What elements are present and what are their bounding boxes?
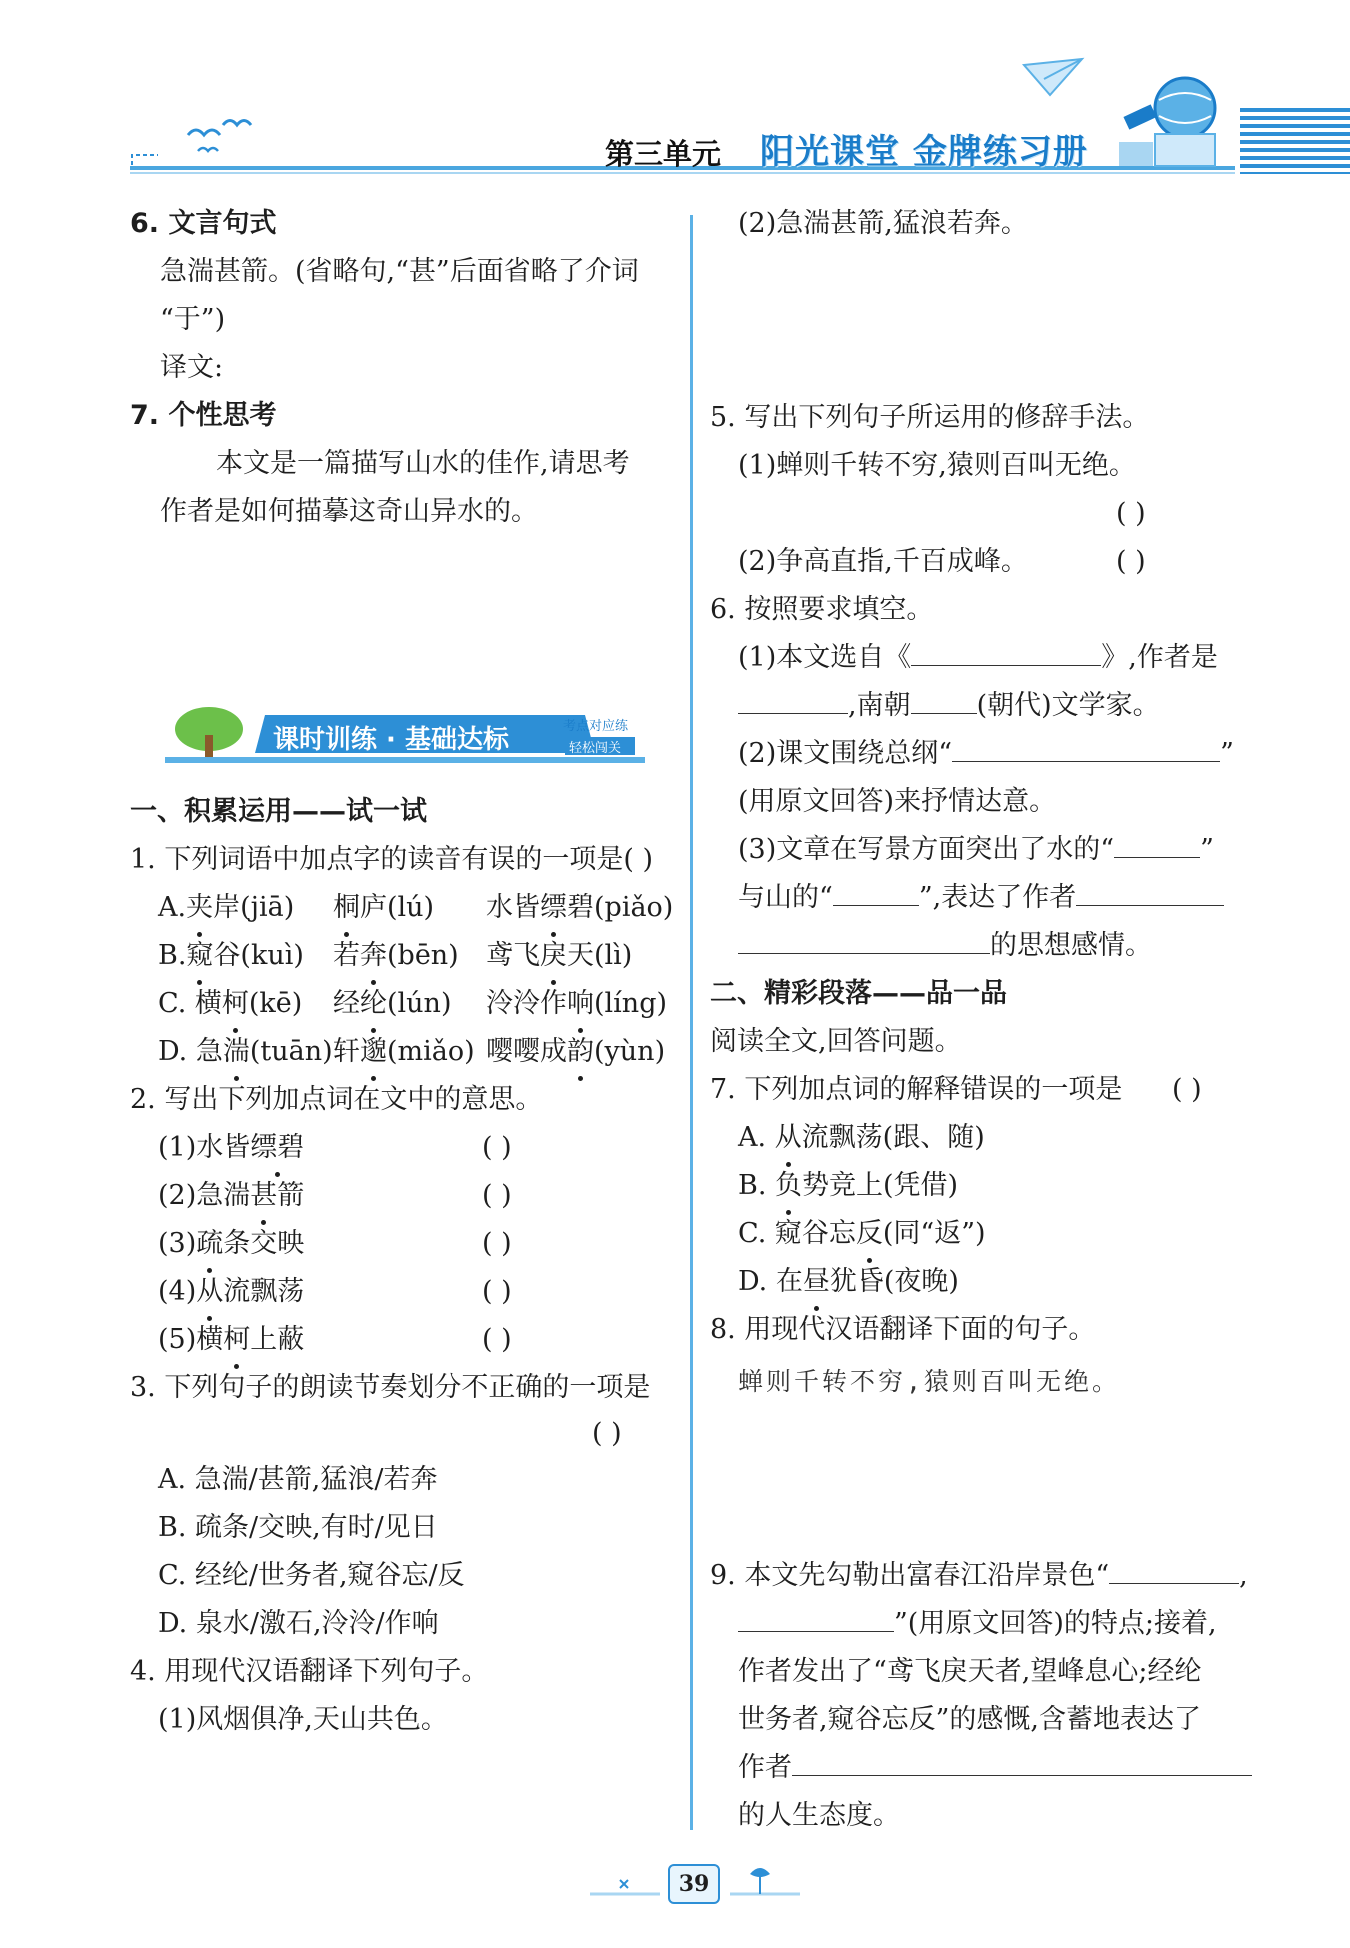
q4-sentence-1: (1)风烟俱净,天山共色。 (158, 1704, 448, 1735)
q6-part-2: (2)课文围绕总纲“ ” (738, 730, 1234, 778)
q7-option-b: B. 负势竞上(凭借) (738, 1162, 958, 1210)
q8-handwritten-answer: 蝉则千转不穷,猿则百叫无绝。 (738, 1367, 1121, 1396)
q2-item-4: (4)从流飘荡 (158, 1268, 304, 1316)
q2-answer-4[interactable]: ( ) (482, 1276, 512, 1307)
q6-part-3-end: 的思想感情。 (738, 922, 1152, 970)
q2-stem: 2. 写出下列加点词在文中的意思。 (130, 1084, 543, 1115)
q6-part-3: (3)文章在写景方面突出了水的“ ” (738, 826, 1214, 874)
q6-line2: “于”) (160, 304, 226, 335)
q2-answer-3[interactable]: ( ) (482, 1228, 512, 1259)
q3-option-b: B. 疏条/交映,有时/见日 (158, 1512, 438, 1543)
q9-line1: 9. 本文先勾勒出富春江沿岸景色“ , (710, 1552, 1248, 1600)
q2-item-2: (2)急湍甚箭 (158, 1172, 304, 1220)
q9-blank-3[interactable] (792, 1745, 1252, 1776)
reading-instruction: 阅读全文,回答问题。 (710, 1026, 962, 1057)
q2-answer-2[interactable]: ( ) (482, 1180, 512, 1211)
part2-title: 二、精彩段落——品一品 (710, 978, 1007, 1009)
q4-stem: 4. 用现代汉语翻译下列句子。 (130, 1656, 489, 1687)
q6-line1: 急湍甚箭。(省略句,“甚”后面省略了介词 (160, 256, 639, 287)
banner-tag-1: 考点对应练 (563, 719, 629, 734)
q7-line1: 本文是一篇描写山水的佳作,请思考 (216, 448, 630, 479)
q7-answer[interactable]: ( ) (1172, 1074, 1202, 1105)
unit-title: 第三单元 (605, 137, 722, 171)
q6-theme-blank[interactable] (952, 731, 1220, 762)
q3-option-a: A. 急湍/甚箭,猛浪/若奔 (158, 1464, 438, 1495)
q1-option-a: A.夹岸(jiā) 桐庐(lú) 水皆缥碧(piǎo) (158, 884, 294, 932)
q6-part-1-cont: ,南朝 (朝代)文学家。 (738, 682, 1160, 730)
q9-line3: 作者发出了“鸢飞戾天者,望峰息心;经纶 (738, 1656, 1202, 1687)
q1-option-b: B.窥谷(kuì) 若奔(bēn) 鸢飞戾天(lì) (158, 932, 304, 980)
part1-title: 一、积累运用——试一试 (130, 796, 427, 827)
q7-stem: 7. 下列加点词的解释错误的一项是 (710, 1074, 1123, 1105)
q5-sentence-2: (2)争高直指,千百成峰。 (738, 546, 1028, 577)
q8-stem: 8. 用现代汉语翻译下面的句子。 (710, 1314, 1096, 1345)
q3-option-d: D. 泉水/激石,泠泠/作响 (158, 1608, 439, 1639)
banner-title: 课时训练 · 基础达标 (273, 725, 509, 755)
q2-answer-5[interactable]: ( ) (482, 1324, 512, 1355)
q9-blank-2[interactable] (738, 1601, 894, 1632)
q6-part-3-cont: 与山的“ ”,表达了作者 (738, 874, 1224, 922)
q6-part-1: (1)本文选自《 》,作者是 (738, 634, 1218, 682)
q9-line6: 的人生态度。 (738, 1800, 900, 1831)
q7-title: 7. 个性思考 (130, 400, 277, 431)
q3-answer[interactable]: ( ) (592, 1418, 622, 1449)
q1-option-d: D. 急湍(tuān) 轩邈(miǎo) 嘤嘤成韵(yùn) (158, 1028, 333, 1076)
q7-option-d: D. 在昼犹昏(夜晚) (738, 1258, 959, 1306)
q9-line5: 作者 (738, 1744, 1252, 1792)
header-stripes (1240, 108, 1350, 174)
q6-feeling-blank-1[interactable] (1076, 875, 1224, 906)
q9-blank-1[interactable] (1109, 1553, 1239, 1584)
q3-stem: 3. 下列句子的朗读节奏划分不正确的一项是 (130, 1372, 651, 1403)
banner-tag-2: 轻松闯关 (569, 741, 622, 756)
q2-item-5: (5)横柯上蔽 (158, 1316, 304, 1364)
q7-line2: 作者是如何描摹这奇山异水的。 (160, 496, 538, 527)
q6-water-blank[interactable] (1114, 827, 1200, 858)
q9-line2: ”(用原文回答)的特点;接着, (738, 1600, 1217, 1648)
column-divider (690, 215, 693, 1830)
globe-telescope-icon (1115, 70, 1225, 170)
birds-decoration-icon (128, 115, 268, 173)
q6-mountain-blank[interactable] (833, 875, 919, 906)
q1-stem: 1. 下列词语中加点字的读音有误的一项是( ) (130, 844, 653, 875)
q7-option-c: C. 窥谷忘反(同“返”) (738, 1210, 986, 1258)
paper-plane-icon (1020, 55, 1090, 105)
q4-sentence-2: (2)急湍甚箭,猛浪若奔。 (738, 208, 1028, 239)
q5-answer-2[interactable]: ( ) (1116, 546, 1146, 577)
q6-author-blank[interactable] (738, 683, 848, 714)
q6-book-blank[interactable] (911, 635, 1101, 666)
q5-sentence-1: (1)蝉则千转不穷,猿则百叫无绝。 (738, 450, 1136, 481)
page-number: 39 (668, 1864, 720, 1904)
q2-item-3: (3)疏条交映 (158, 1220, 304, 1268)
q1-option-c: C. 横柯(kē) 经纶(lún) 泠泠作响(líng) (158, 980, 302, 1028)
q9-line4: 世务者,窥谷忘反”的感慨,含蓄地表达了 (738, 1704, 1201, 1735)
q3-option-c: C. 经纶/世务者,窥谷忘/反 (158, 1560, 465, 1591)
q7-option-a: A. 从流飘荡(跟、随) (738, 1114, 985, 1162)
q6-dynasty-blank[interactable] (911, 683, 977, 714)
q6-feeling-blank-2[interactable] (738, 923, 990, 954)
q6-translation-label: 译文: (160, 352, 224, 383)
q6-title: 6. 文言句式 (130, 208, 277, 239)
q2-answer-1[interactable]: ( ) (482, 1132, 512, 1163)
q6-stem: 6. 按照要求填空。 (710, 594, 934, 625)
q6-part-2-cont: (用原文回答)来抒情达意。 (738, 786, 1057, 817)
q5-stem: 5. 写出下列句子所运用的修辞手法。 (710, 402, 1150, 433)
section-banner (165, 705, 645, 767)
q5-answer-1[interactable]: ( ) (1116, 498, 1146, 529)
brand-title: 阳光课堂 金牌练习册 (760, 132, 1088, 172)
q2-item-1: (1)水皆缥碧 (158, 1124, 304, 1172)
